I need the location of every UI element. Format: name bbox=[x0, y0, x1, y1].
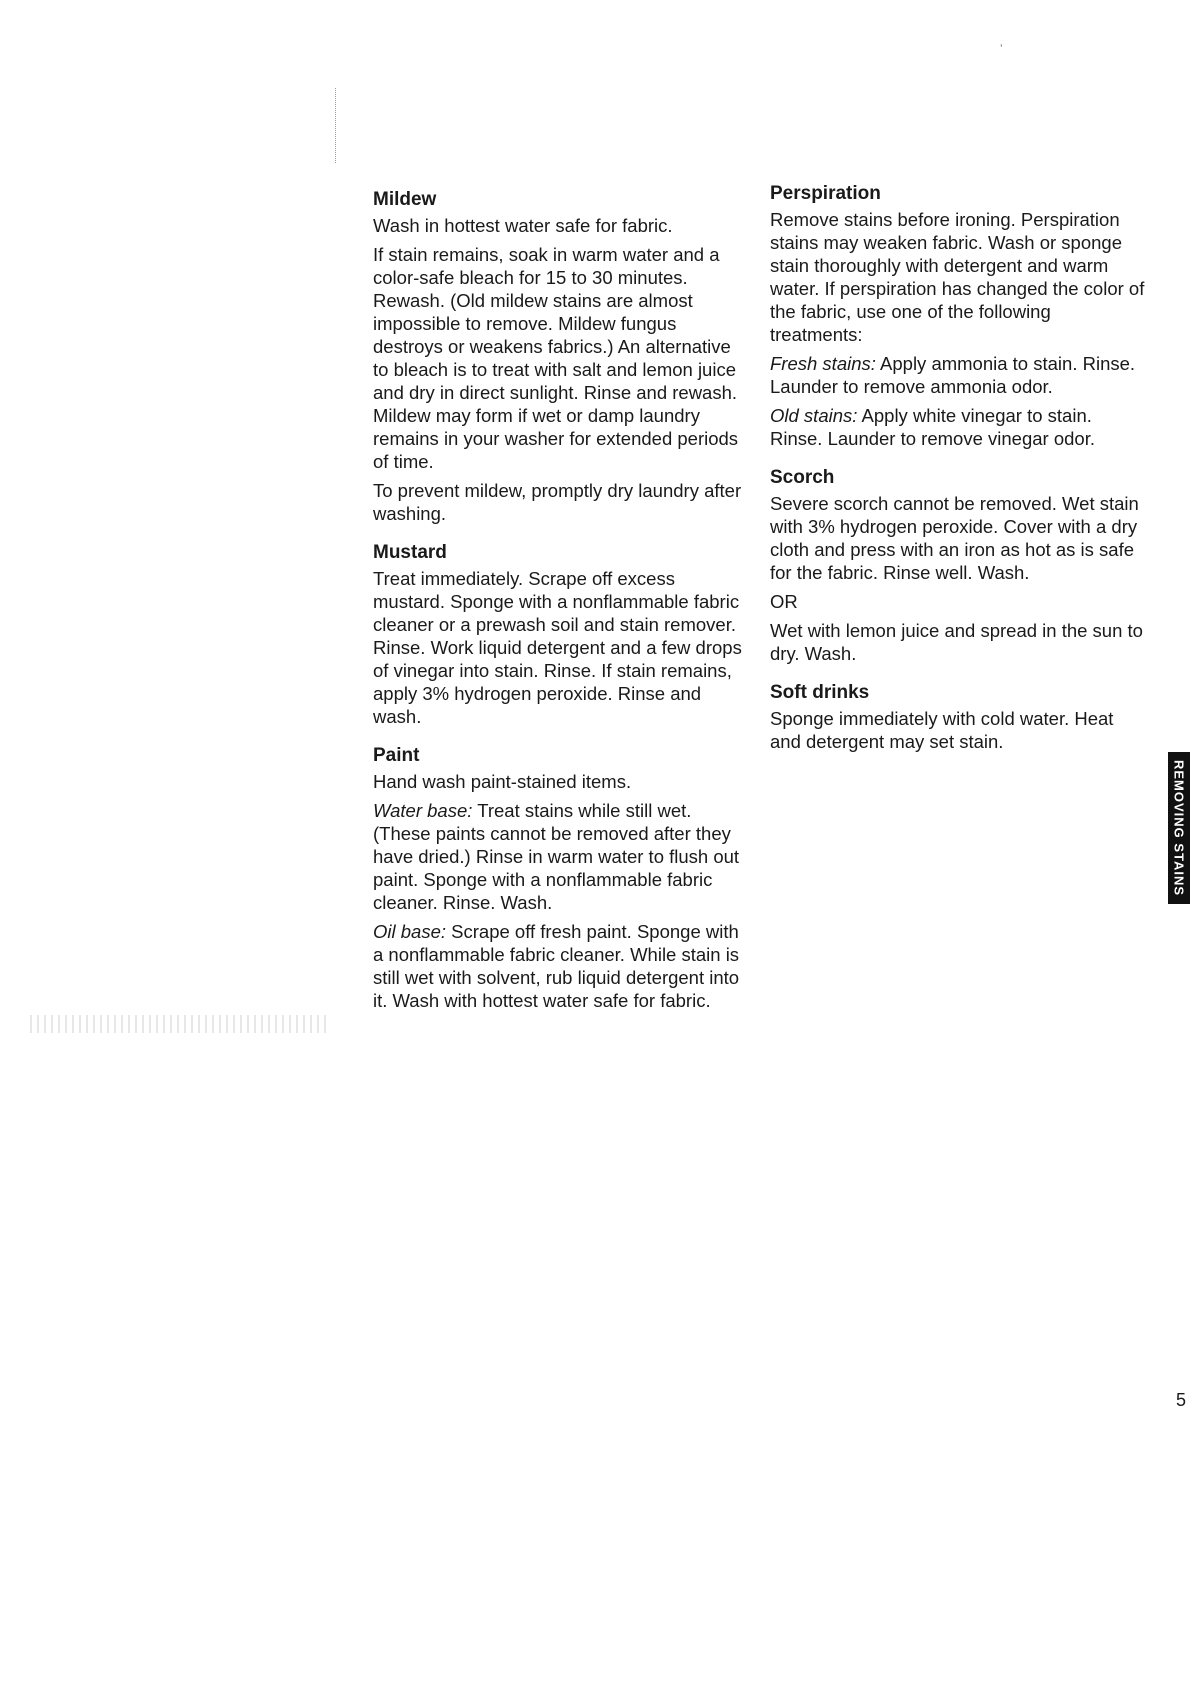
paint-heading: Paint bbox=[373, 745, 420, 766]
fresh-stains-label: Fresh stains: bbox=[770, 353, 876, 374]
scan-speck: ʼ bbox=[1000, 42, 1003, 56]
scorch-or: OR bbox=[770, 591, 798, 612]
mustard-heading: Mustard bbox=[373, 542, 447, 563]
perspiration-fresh bbox=[770, 352, 1145, 398]
section-mustard bbox=[373, 541, 748, 728]
section-soft-drinks bbox=[770, 681, 1145, 753]
perspiration-heading: Perspiration bbox=[770, 183, 881, 204]
soft-drinks-heading: Soft drinks bbox=[770, 682, 870, 703]
section-perspiration bbox=[770, 182, 1145, 450]
section-mildew bbox=[373, 188, 748, 525]
soft-drinks-p1: Sponge immediately with cold water. Heat and detergent may set stain. bbox=[770, 708, 1114, 752]
paint-water-base bbox=[373, 799, 748, 914]
page-number: 5 bbox=[1176, 1390, 1187, 1410]
paint-oil-base bbox=[373, 920, 748, 1012]
scorch-p1: Severe scorch cannot be removed. Wet stain with 3% hydrogen peroxide. Cover with a dry cloth and press with an iron as hot as is safe for the fabric. Rinse well. Wash. bbox=[770, 493, 1139, 583]
paint-p1: Hand wash paint-stained items. bbox=[373, 771, 632, 792]
old-stains-label: Old stains: bbox=[770, 405, 858, 426]
water-base-label: Water base: bbox=[373, 800, 473, 821]
old-stains-text: Apply white vinegar to stain. Rinse. Launder to remove vinegar odor. bbox=[770, 405, 1095, 449]
fresh-stains-text: Apply ammonia to stain. Rinse. Launder to remove ammonia odor. bbox=[770, 353, 1136, 397]
scorch-heading: Scorch bbox=[770, 467, 835, 488]
water-base-text: Treat stains while still wet. (These paints cannot be removed after they have dried.) Rinse in warm water to flush out paint. Sponge with a nonflammable fabric cleaner. Rinse. Wash. bbox=[373, 800, 740, 913]
mildew-p3: To prevent mildew, promptly dry laundry after washing. bbox=[373, 480, 742, 524]
side-tab-label: REMOVING STAINS bbox=[1171, 759, 1187, 897]
mustard-p1: Treat immediately. Scrape off excess mustard. Sponge with a nonflammable fabric cleaner or a prewash soil and stain remover. Rinse. Work liquid detergent and a few drops of vinegar into stain. Rinse. If stain remains, apply 3% hydrogen peroxide. Rinse and wash. bbox=[373, 568, 742, 727]
scan-artifact-line bbox=[335, 88, 337, 163]
mildew-p2: If stain remains, soak in warm water and a color-safe bleach for 15 to 30 minutes. Rewash. (Old mildew stains are almost impossible to remove. Mildew fungus destroys or weakens fabrics.) An alternative to bleach is to treat with salt and lemon juice and dry in direct sunlight. Rinse and rewash. Mildew may form if wet or damp laundry remains in your washer for extended periods of time. bbox=[373, 244, 739, 472]
scan-noise bbox=[30, 1015, 330, 1033]
oil-base-label: Oil base: bbox=[373, 921, 447, 942]
oil-base-text: Scrape off fresh paint. Sponge with a nonflammable fabric cleaner. While stain is still wet with solvent, rub liquid detergent into it. Wash with hottest water safe for fabric. bbox=[373, 921, 740, 1011]
left-column bbox=[373, 188, 748, 1018]
side-tab-removing-stains bbox=[1168, 752, 1190, 904]
perspiration-old bbox=[770, 404, 1145, 450]
section-scorch bbox=[770, 466, 1145, 665]
section-paint bbox=[373, 744, 748, 1012]
mildew-p1: Wash in hottest water safe for fabric. bbox=[373, 215, 673, 236]
perspiration-p1: Remove stains before ironing. Perspiration stains may weaken fabric. Wash or sponge stain thoroughly with detergent and warm water. If perspiration has changed the color of the fabric, use one of the following treatments: bbox=[770, 209, 1145, 345]
scorch-p2: Wet with lemon juice and spread in the sun to dry. Wash. bbox=[770, 620, 1143, 664]
right-column bbox=[770, 182, 1145, 759]
mildew-heading: Mildew bbox=[373, 189, 437, 210]
